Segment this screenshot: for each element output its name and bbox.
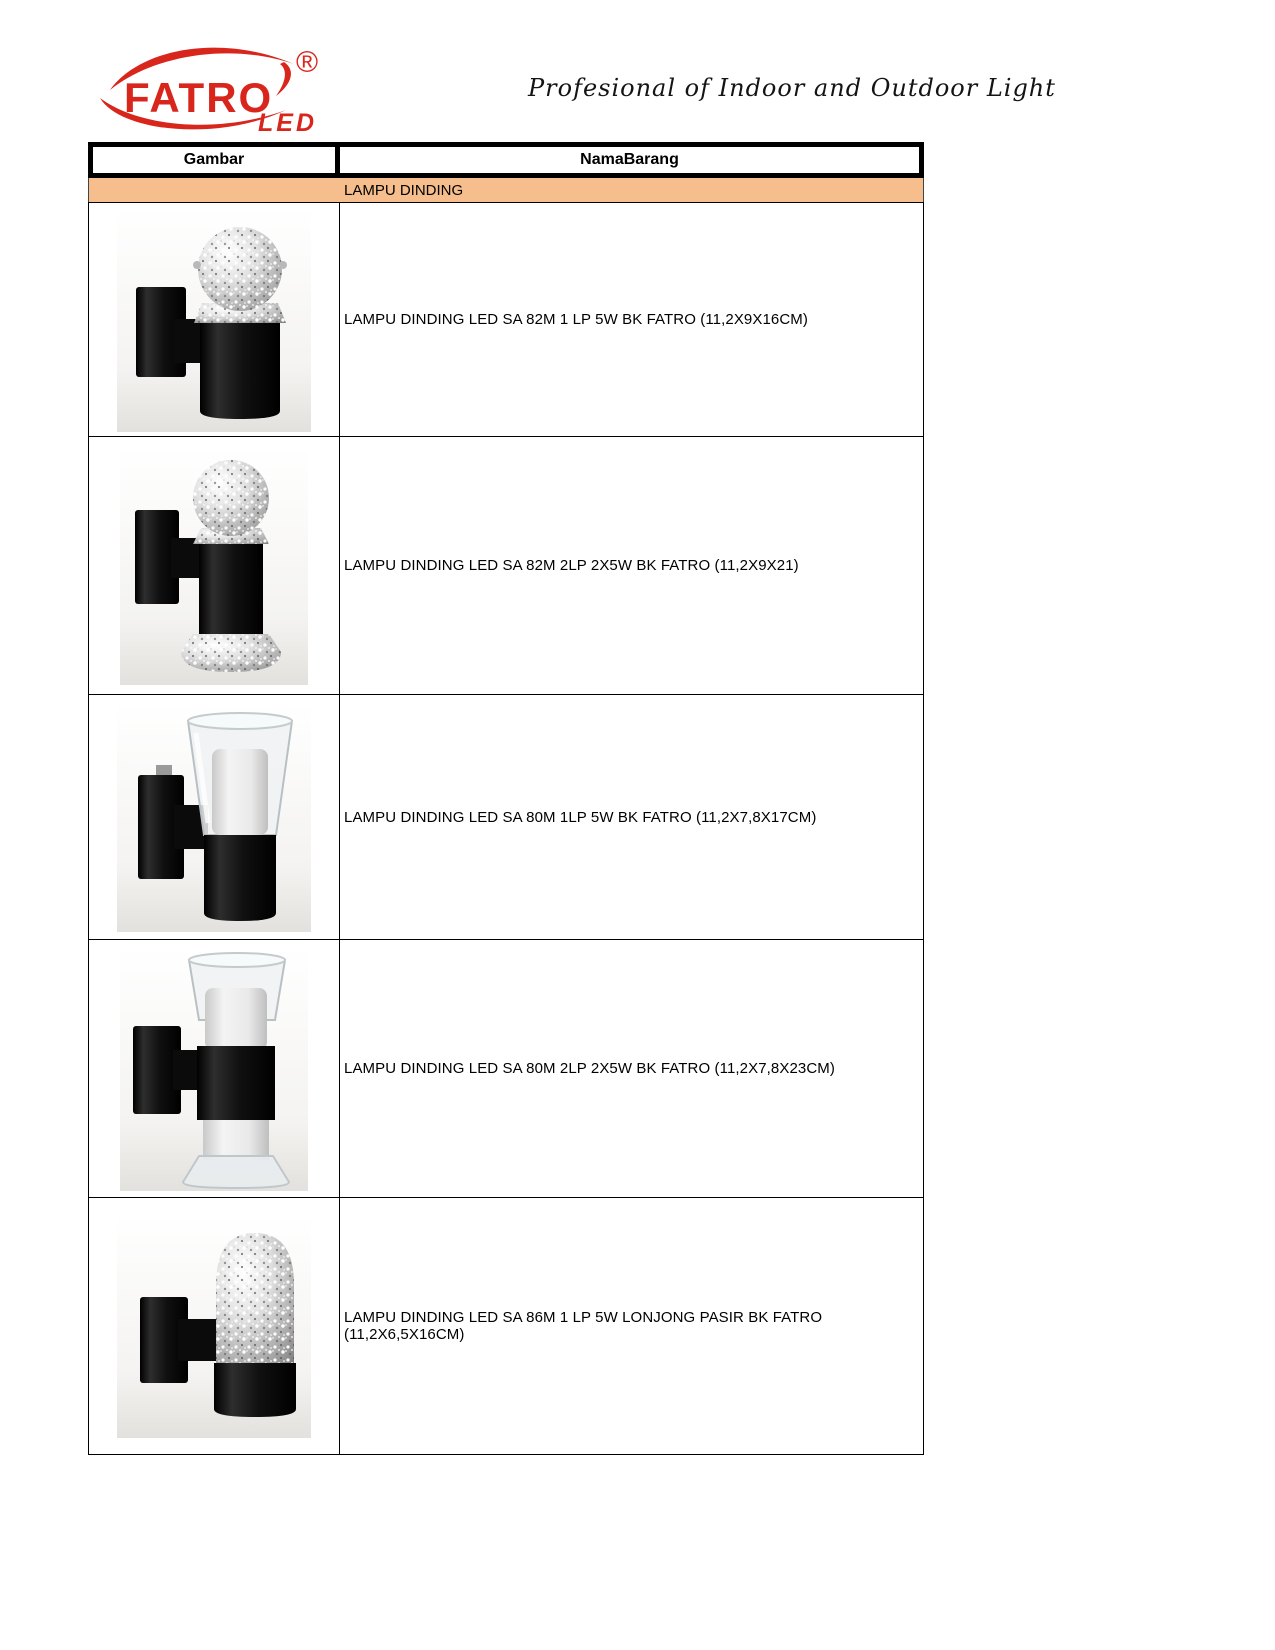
product-image-cell xyxy=(89,203,340,436)
column-header-gambar: Gambar xyxy=(93,147,340,173)
product-name-cell xyxy=(340,437,923,694)
fatro-logo-graphic xyxy=(88,38,343,138)
product-name-cell xyxy=(340,203,923,436)
category-label: LAMPU DINDING xyxy=(344,181,464,199)
product-table xyxy=(88,142,924,1455)
table-row xyxy=(89,695,923,940)
logo-right-swoosh xyxy=(276,62,291,96)
product-image-cell xyxy=(89,437,340,694)
table-body xyxy=(88,202,924,1455)
product-image-cell xyxy=(89,695,340,939)
wall-lamp-photo-sa82m-1lp xyxy=(116,207,312,433)
table-row xyxy=(89,437,923,695)
product-name: LAMPU DINDING LED SA 80M 1LP 5W BK FATRO (11,2X7,8X17CM) xyxy=(344,808,817,826)
category-row xyxy=(88,178,924,202)
table-row xyxy=(89,1198,923,1455)
wall-lamp-photo-sa82m-2lp xyxy=(119,446,309,686)
product-name: LAMPU DINDING LED SA 80M 2LP 2X5W BK FATRO (11,2X7,8X23CM) xyxy=(344,1060,835,1077)
table-row xyxy=(89,940,923,1198)
fatro-logo xyxy=(88,38,343,138)
wall-lamp-photo-sa80m-1lp xyxy=(116,701,312,933)
product-name: LAMPU DINDING LED SA 86M 1 LP 5W LONJONG PASIR BK FATRO (11,2X6,5X16CM) xyxy=(344,1309,823,1343)
wall-lamp-photo-sa80m-2lp xyxy=(119,946,309,1192)
product-name-cell xyxy=(340,1198,923,1454)
product-name-cell xyxy=(340,940,923,1197)
logo-brand-text: FATRO xyxy=(124,74,274,121)
wall-lamp-photo-sa86m-lonjong xyxy=(116,1213,312,1439)
product-image-cell xyxy=(89,940,340,1197)
column-header-namabarang: NamaBarang xyxy=(580,151,679,168)
logo-registered-mark: ® xyxy=(296,46,319,79)
product-image-cell xyxy=(89,1198,340,1454)
tagline: Profesional of Indoor and Outdoor Light xyxy=(528,74,1056,102)
product-name: LAMPU DINDING LED SA 82M 2LP 2X5W BK FATRO (11,2X9X21) xyxy=(344,557,799,574)
product-name-cell xyxy=(340,695,923,939)
product-name: LAMPU DINDING LED SA 82M 1 LP 5W BK FATRO (11,2X9X16CM) xyxy=(344,311,808,328)
logo-led-text: LED xyxy=(258,109,317,137)
table-row xyxy=(89,203,923,437)
table-header-row xyxy=(88,142,924,178)
